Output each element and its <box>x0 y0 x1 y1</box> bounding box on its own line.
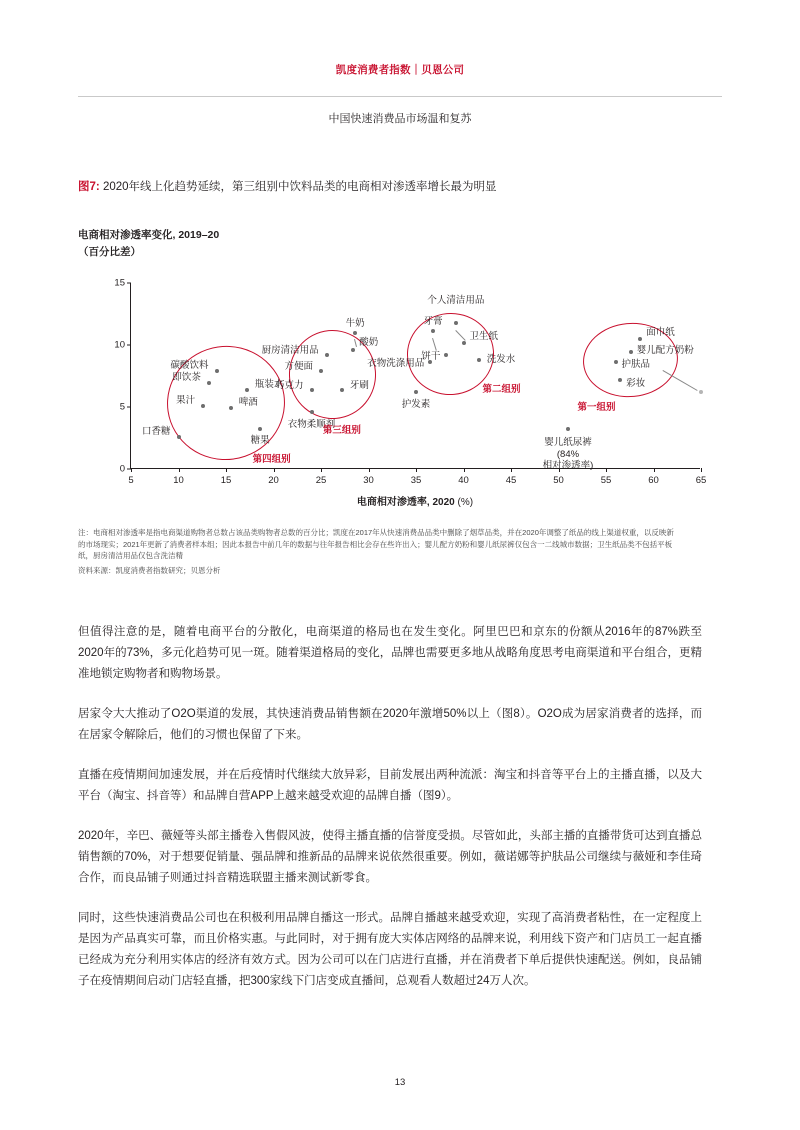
point-label: 个人清洁用品 <box>427 294 485 306</box>
x-axis-tick-mark <box>606 468 607 472</box>
x-axis-tick: 20 <box>268 475 279 486</box>
scatter-point <box>201 404 205 408</box>
point-label: 卫生纸 <box>469 330 499 342</box>
y-axis-tick: 5 <box>119 401 125 413</box>
point-label: 洗发水 <box>486 353 516 365</box>
x-axis-tick: 30 <box>363 475 374 486</box>
point-label: 牛奶 <box>345 317 365 329</box>
x-axis-tick: 35 <box>410 475 422 486</box>
x-axis-tick-mark <box>131 468 132 472</box>
y-axis-tick: 15 <box>114 277 125 289</box>
x-axis-tick: 65 <box>695 475 707 486</box>
point-label: 果汁 <box>176 394 196 406</box>
point-label: 衣物柔顺剂 <box>287 418 336 430</box>
point-label: 瓶装水 <box>254 378 284 390</box>
header-subtitle: 中国快速消费品市场温和复苏 <box>328 113 472 125</box>
y-axis-tick-mark <box>127 283 131 284</box>
y-axis-tick-mark <box>127 407 131 408</box>
x-axis-tick-mark <box>511 468 512 472</box>
x-axis-tick-mark <box>179 468 180 472</box>
header-divider <box>78 96 722 97</box>
chart-note: 注：电商相对渗透率是指电商渠道购物者总数占该品类购物者总数的百分比；凯度在2017年从快速消费品品类中删除了烟草品类，并在2020年调整了纸品的线上渠道权重，以反映新的市场现实；2021年更新了消费者样本组；因此本报告中前几年的数据与往年报告相比会存在些许出入；婴儿配方奶粉和婴儿纸尿裤仅包含一二线城市数据；卫生纸品类不包括平板纸，厨房清洁用品仅包含洗洁精 <box>78 528 674 560</box>
scatter-point <box>340 388 344 392</box>
scatter-point <box>414 390 418 394</box>
scatter-point <box>638 337 642 341</box>
x-axis-label: 电商相对渗透率, 2020 (%) <box>356 497 474 508</box>
scatter-point <box>699 390 703 394</box>
group-label: 第二组别 <box>482 384 521 396</box>
chart-notes <box>78 527 678 576</box>
point-label: 酸奶 <box>359 336 379 348</box>
exhibit-label: 图7: <box>78 181 100 193</box>
point-label: 巧克力 <box>274 379 304 391</box>
plot-area <box>114 277 707 486</box>
chart-block <box>78 228 724 508</box>
point-label: 护肤品 <box>621 359 651 371</box>
point-label: 婴儿配方奶粉 <box>636 345 694 357</box>
header-brand: 凯度消费者指数｜贝恩公司 <box>335 64 465 76</box>
x-axis-tick: 25 <box>315 475 327 486</box>
point-label: 护发素 <box>401 399 431 411</box>
scatter-point <box>618 378 622 382</box>
point-label: 碳酸饮料 <box>170 360 209 372</box>
point-label: 牙刷 <box>349 379 369 391</box>
x-axis-tick: 50 <box>553 475 564 486</box>
x-axis-tick-mark <box>274 468 275 472</box>
x-axis-tick-mark <box>464 468 465 472</box>
scatter-point <box>245 388 249 392</box>
point-label: 方便面 <box>284 361 313 373</box>
point-label: 即饮茶 <box>172 372 201 384</box>
page-number: 13 <box>394 1077 406 1088</box>
scatter-point <box>614 360 618 364</box>
body-paragraph: 居家令大大推动了O2O渠道的发展，其快速消费品销售额在2020年激增50%以上（图8）。O2O成为居家消费者的选择，而在居家令解除后，他们的习惯也保留了下来。 <box>78 708 702 741</box>
point-label: 面巾纸 <box>646 326 675 338</box>
x-axis-tick-mark <box>416 468 417 472</box>
x-axis-tick: 40 <box>458 475 469 486</box>
y-axis-tick: 0 <box>119 463 125 475</box>
scatter-point <box>566 427 570 431</box>
x-axis-tick: 55 <box>600 475 612 486</box>
group-label: 第一组别 <box>577 401 616 413</box>
point-label: 衣物洗涤用品 <box>367 358 425 370</box>
scatter-point <box>310 388 314 392</box>
scatter-point <box>215 369 219 373</box>
body-paragraph: 直播在疫情期间加速发展，并在后疫情时代继续大放异彩，目前发展出两种流派：淘宝和抖音等平台上的主播直播，以及大平台（淘宝、抖音等）和品牌自营APP上越来越受欢迎的品牌自播（图9）。 <box>78 769 702 802</box>
scatter-point <box>454 321 458 325</box>
x-axis-tick: 15 <box>220 475 232 486</box>
body-copy <box>78 622 702 1011</box>
x-axis-tick-mark <box>654 468 655 472</box>
exhibit-title <box>78 178 728 194</box>
chart-subtitle: （百分比差） <box>78 246 141 258</box>
x-axis-tick-mark <box>321 468 322 472</box>
x-axis-tick-mark <box>701 468 702 472</box>
scatter-point <box>319 369 323 373</box>
scatter-point <box>177 435 181 439</box>
y-axis-tick: 10 <box>114 339 125 351</box>
x-axis-tick-mark <box>226 468 227 472</box>
scatter-plot <box>78 271 724 508</box>
x-axis-tick: 5 <box>128 475 134 486</box>
exhibit-title-text: 2020年线上化趋势延续，第三组别中饮料品类的电商相对渗透率增长最为明显 <box>102 181 497 193</box>
body-paragraph: 但值得注意的是，随着电商平台的分散化，电商渠道的格局也在发生变化。阿里巴巴和京东的份额从2016年的87%跌至2020年的73%，多元化趋势可见一斑。随着渠道格局的变化，品牌也需要更多地从战略角度思考电商渠道和平台组合，更精准地锁定购物者和购物场景。 <box>78 626 702 680</box>
body-paragraph: 2020年，辛巴、薇娅等头部主播卷入售假风波，使得主播直播的信誉度受损。尽管如此，头部主播的直播带货可达到直播总销售额的70%，对于想要促销量、强品牌和推新品的品牌来说依然很重要。例如，薇诺娜等护肤品公司继续与薇娅和李佳琦合作，而良品铺子则通过抖音精选联盟主播来测试新零食。 <box>78 830 702 884</box>
body-paragraph: 同时，这些快速消费品公司也在积极利用品牌自播这一形式。品牌自播越来越受欢迎，实现了高消费者粘性，在一定程度上是因为产品真实可靠，而且价格实惠。与此同时，对于拥有庞大实体店网络的品牌来说，利用线下资产和门店员工一起直播已经成为充分利用实体店的经济有效方式。因为公司可以在门店进行直播，并在消费者下单后提供快速配送。例如，良品铺子在疫情期间启动门店轻直播，把300家线下门店变成直播间，总观看人数超过24万人次。 <box>78 912 702 987</box>
x-axis-tick: 45 <box>505 475 517 486</box>
point-label: 糖果 <box>250 435 270 447</box>
point-label: 牙膏 <box>423 316 443 328</box>
x-axis-tick-mark <box>369 468 370 472</box>
scatter-point <box>325 353 329 357</box>
chart-source: 资料来源：凯度消费者指数研究；贝恩分析 <box>78 565 221 575</box>
scatter-point <box>353 331 357 335</box>
scatter-point <box>477 358 481 362</box>
x-axis-tick: 60 <box>648 475 659 486</box>
point-label: 厨房清洁用品 <box>261 344 319 356</box>
group-label: 第三组别 <box>322 425 361 437</box>
group-label: 第四组别 <box>252 453 291 465</box>
page-header <box>78 62 722 77</box>
y-axis-tick-mark <box>127 345 131 346</box>
point-label: 口香糖 <box>141 425 171 437</box>
scatter-point <box>310 410 314 414</box>
point-label: 饼干 <box>421 350 441 362</box>
point-label: 啤酒 <box>238 397 258 409</box>
x-axis-tick: 10 <box>173 475 184 486</box>
scatter-point <box>462 341 466 345</box>
point-label: 彩妆 <box>626 377 646 389</box>
chart-title: 电商相对渗透率变化, 2019–20 <box>78 229 220 241</box>
point-label: 婴儿纸尿裤 (84% 相对渗透率) <box>542 437 594 472</box>
scatter-point <box>229 406 233 410</box>
